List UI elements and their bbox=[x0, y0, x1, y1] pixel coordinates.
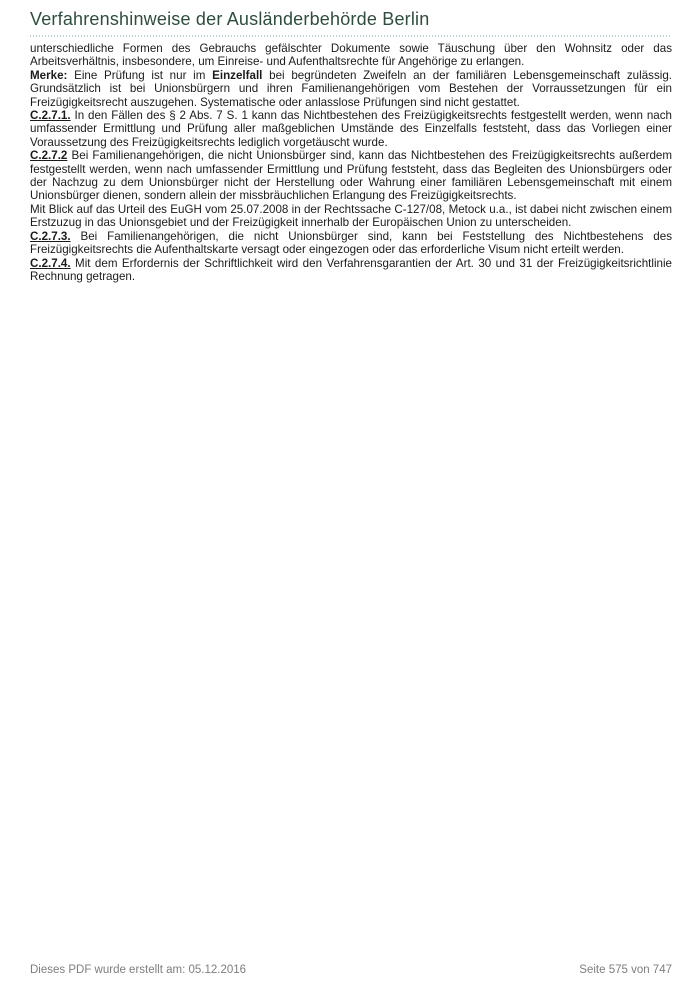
text-segment: Bei Familienangehörigen, die nicht Unionsbürger sind, kann bei Feststellung des Nichtbestehens des Freizügigkeitsrechts die Aufenthaltskarte versagt oder eingezogen oder das erforderliche Visum nicht erteilt werden. bbox=[30, 229, 672, 257]
paragraph bbox=[30, 69, 672, 109]
text-segment: Einzelfall bbox=[212, 68, 263, 82]
paragraph bbox=[30, 203, 672, 230]
document-body bbox=[30, 42, 672, 283]
paragraph bbox=[30, 42, 672, 69]
page-header bbox=[30, 8, 672, 37]
paragraph bbox=[30, 230, 672, 257]
title-divider bbox=[30, 35, 672, 37]
text-segment: Merke: bbox=[30, 68, 68, 82]
paragraph bbox=[30, 257, 672, 284]
page-footer bbox=[30, 963, 672, 977]
text-segment: In den Fällen des § 2 Abs. 7 S. 1 kann das Nichtbestehen des Freizügigkeitsrechts festgestellt werden, wenn nach umfassender Ermittlung und Prüfung aller maßgeblichen Umstände des Einzelfalls feststeht, dass das Vorliegen einer Voraussetzung des Freizügigkeitsrechts lediglich vorgetäuscht wurde. bbox=[30, 109, 672, 149]
section-ref: C.2.7.3. bbox=[30, 229, 71, 243]
text-segment: unterschiedliche Formen des Gebrauchs gefälschter Dokumente sowie Täuschung über den Wohnsitz oder das Arbeitsverhältnis, insbesondere, um Einreise- und Aufenthaltsrechte für Angehörige zu erlangen. bbox=[30, 42, 672, 69]
text-segment: Bei Familienangehörigen, die nicht Unionsbürger sind, kann das Nichtbestehen des Freizügigkeitsrechts außerdem festgestellt werden, wenn nach umfassender Ermittlung und Prüfung feststeht, dass das Begleiten des Unionsbürgers oder der Nachzug zu dem Unionsbürger nicht der Herstellung oder Wahrung einer familiären Lebensgemeinschaft mit einem Unionsbürger dienen, sondern allein der missbräuchlichen Erlangung des Freizügigkeitsrechts. bbox=[30, 149, 672, 203]
section-ref: C.2.7.2 bbox=[30, 149, 68, 163]
page-title: Verfahrenshinweise der Ausländerbehörde Berlin bbox=[30, 9, 430, 29]
text-segment: Eine Prüfung ist nur im bbox=[67, 68, 213, 82]
text-segment: Mit Blick auf das Urteil des EuGH vom 25.07.2008 in der Rechtssache C-127/08, Metock u.a., ist dabei nicht zwischen einem Erstzuzug in das Unionsgebiet und der Freizügigkeit innerhalb der Europäischen Union zu unterscheiden. bbox=[30, 202, 672, 230]
text-segment: bei begründeten Zweifeln an der familiären Lebensgemeinschaft zulässig. Grundsätzlich ist bei Unionsbürgern und ihren Familienangehörigen vom Bestehen der Vorraussetzungen für ein Freizügigkeitsrecht auszugehen. Systematische oder anlasslose Prüfungen sind nicht gestattet. bbox=[30, 68, 672, 109]
paragraph bbox=[30, 109, 672, 149]
paragraph bbox=[30, 149, 672, 203]
footer-page-number: Seite 575 von 747 bbox=[579, 964, 672, 976]
section-ref: C.2.7.1. bbox=[30, 109, 71, 123]
footer-created-date: Dieses PDF wurde erstellt am: 05.12.2016 bbox=[30, 964, 247, 976]
text-segment: Mit dem Erfordernis der Schriftlichkeit wird den Verfahrensgarantien der Art. 30 und 31 der Freizügigkeitsrichtlinie Rechnung getragen. bbox=[30, 256, 672, 283]
section-ref: C.2.7.4. bbox=[30, 256, 71, 270]
